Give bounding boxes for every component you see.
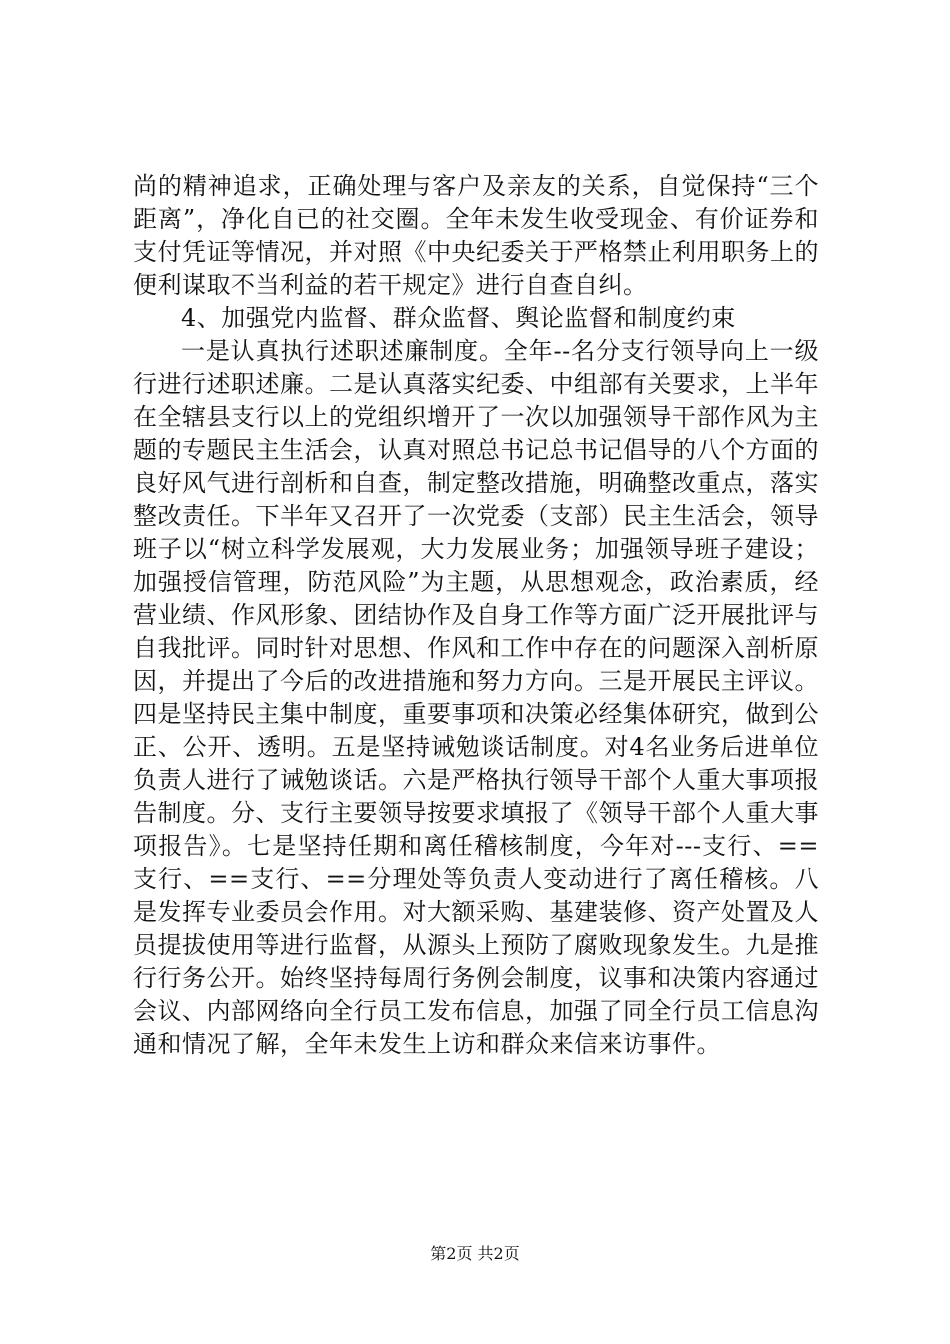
paragraph-supervision: 一是认真执行述职述廉制度。全年--名分支行领导向上一级行进行述职述廉。二是认真落实纪委、中组部有关要求，上半年在全辖县支行以上的党组织增开了一次以加强领导干部作风为主题的专题民主生活会，认真对照总书记总书记倡导的八个方面的良好风气进行剖析和自查，制定整改措施，明确整改重点，落实整改责任。下半年又召开了一次党委（支部）民主生活会，领导班子以“树立科学发展观，大力发展业务；加强领导班子建设；加强授信管理，防范风险”为主题，从思想观念，政治素质，经营业绩、作风形象、团结协作及自身工作等方面广泛开展批评与自我批评。同时针对思想、作风和工作中存在的问题深入剖析原因，并提出了今后的改进措施和努力方向。三是开展民主评议。四是坚持民主集中制度，重要事项和决策必经集体研究，做到公正、公开、透明。五是坚持诫勉谈话制度。对4名业务后进单位负责人进行了诫勉谈话。六是严格执行领导干部个人重大事项报告制度。分、支行主要领导按要求填报了《领导干部个人重大事项报告》。七是坚持任期和离任稽核制度，今年对---支行、==支行、==支行、==分理处等负责人变动进行了离任稽核。八是发挥专业委员会作用。对大额采购、基建装修、资产处置及人员提拔使用等进行监督，从源头上预防了腐败现象发生。九是推行行务公开。始终坚持每周行务例会制度，议事和决策内容通过会议、内部网络向全行员工发布信息，加强了同全行员工信息沟通和情况了解，全年未发生上访和群众来信来访事件。 bbox=[133, 337, 819, 1058]
page-footer: 第2页 共2页 bbox=[430, 1244, 520, 1263]
paragraph-continuation: 尚的精神追求，正确处理与客户及亲友的关系，自觉保持“三个距离”，净化自已的社交圈。全年未发生收受现金、有价证券和支付凭证等情况，并对照《中央纪委关于严格禁止利用职务上的便利谋取不当利益的若干规定》进行自查自纠。 bbox=[133, 172, 819, 299]
document-body bbox=[133, 170, 819, 1061]
section-heading-4: 4、加强党内监督、群众监督、舆论监督和制度约束 bbox=[181, 304, 736, 332]
